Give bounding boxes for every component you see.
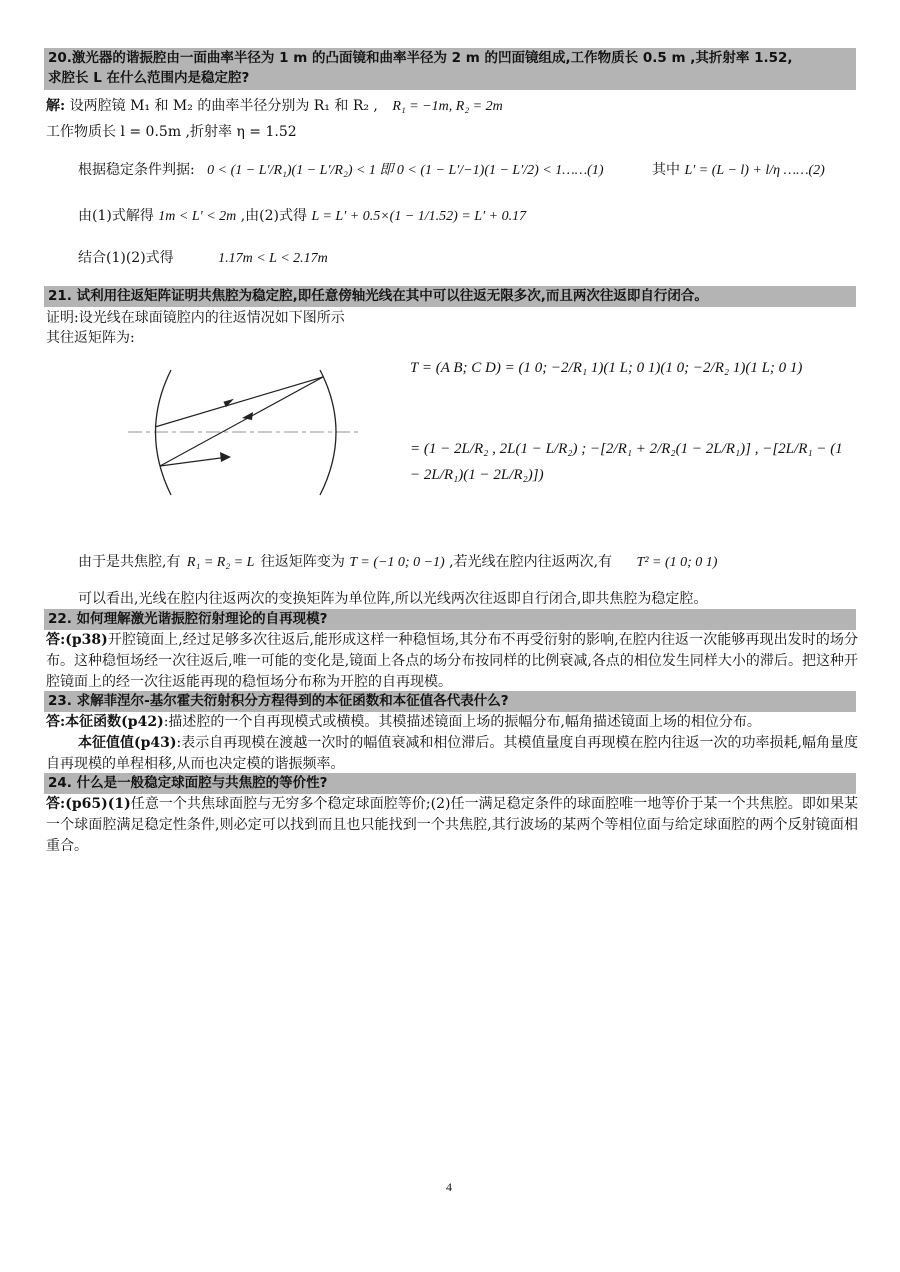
q21-confocal-line	[78, 552, 717, 573]
eigenfunction-text: :描述腔的一个自再现模式或横模。其模描述镜面上场的振幅分布,幅角描述镜面上场的相位分布。	[163, 714, 761, 730]
radii-values: R₁ = −1m, R₂ = 2m	[392, 99, 503, 114]
q20-result1-line	[78, 206, 526, 227]
page-reference: (p65)(1)	[65, 796, 131, 812]
round-trip-matrix-equation: T = (A B; C D) = (1 0; −2/R₁ 1)(1 L; 0 1)(1 0; −2/R₂ 1)(1 L; 0 1)	[410, 360, 803, 376]
ray-3	[160, 457, 228, 466]
eigenvalue-label: 本征值值(p43)	[78, 735, 177, 751]
answer-label: 答:	[46, 632, 66, 648]
page-reference: (p38)	[65, 632, 108, 648]
solution-label: 解:	[46, 98, 66, 114]
confocal-T-matrix: T = (−1 0; 0 −1)	[349, 555, 445, 570]
eigenvalue-text: :表示自再现模在渡越一次时的幅值衰减和相位滞后。其模值量度自再现模在腔内往返一次的功率损耗,幅角量度自再现模的单程相移,从而也决定模的谐振频率。	[46, 735, 858, 772]
q24-answer	[46, 794, 858, 857]
where-label: 其中	[652, 162, 680, 178]
where-formula: L′ = (L − l) + l/η ……(2)	[684, 163, 825, 178]
ray-1	[155, 377, 323, 427]
q20-result2-line	[78, 248, 328, 269]
arrow-icon-2	[242, 412, 253, 420]
question-23-header: 23. 求解菲涅尔-基尔霍夫衍射积分方程得到的本征函数和本征值各代表什么?	[44, 691, 856, 712]
question-22-header: 22. 如何理解激光谐振腔衍射理论的自再现模?	[44, 609, 856, 630]
question-20-header-line1: 20.激光器的谐振腔由一面曲率半径为 1 m 的凸面镜和曲率半径为 2 m 的凹面镜组成,工作物质长 0.5 m ,其折射率 1.52,	[48, 50, 793, 66]
ray-2	[160, 377, 323, 466]
arrow-icon-3	[220, 452, 231, 462]
result1-text-a: 由(1)式解得	[78, 208, 154, 224]
q20-where-line	[652, 160, 825, 181]
confocal-text-c: ,若光线在腔内往返两次,有	[449, 554, 613, 570]
criterion-label: 根据稳定条件判据:	[78, 162, 195, 178]
q23-answer	[46, 712, 858, 775]
q20-criterion-line	[78, 160, 604, 181]
result1-text-b: ,由(2)式得	[240, 208, 307, 224]
criterion-formula: 0 < (1 − L′/R₁)(1 − L′/R₂) < 1 即 0 < (1 − L′/−1)(1 − L′/2) < 1……(1)	[207, 163, 604, 178]
answer-text: 开腔镜面上,经过足够多次往返后,能形成这样一种稳恒场,其分布不再受衍射的影响,在腔内往返一次能够再现出发时的场分布。这种稳恒场经一次往返后,唯一可能的变化是,镜面上各点的场分布按同样的比例衰减,各点的相位发生同样大小的滞后。把这种开腔镜面上的经一次往返能再现的稳恒场分布称为开腔的自再现模。	[46, 632, 858, 690]
answer-label: 答:	[46, 714, 66, 730]
solution-text: 设两腔镜 M₁ 和 M₂ 的曲率半径分别为 R₁ 和 R₂ ,	[69, 98, 378, 114]
answer-text: 任意一个共焦球面腔与无穷多个稳定球面腔等价;(2)任一满足稳定条件的球面腔唯一地等价于某一个共焦腔。即如果某一个球面腔满足稳定性条件,则必定可以找到而且也只能找到一个共焦腔,其行波场的某两个等相位面与给定球面腔的两个反射镜面相重合。	[46, 796, 859, 854]
q22-answer	[46, 630, 858, 693]
answer-label: 答:	[46, 796, 66, 812]
confocal-math-a: R₁ = R₂ = L	[186, 555, 255, 570]
identity-matrix: T² = (1 0; 0 1)	[636, 555, 718, 570]
question-24-header: 24. 什么是一般稳定球面腔与共焦腔的等价性?	[44, 773, 856, 794]
resonator-ray-diagram	[120, 340, 380, 530]
result2-text: 结合(1)(2)式得	[78, 250, 174, 266]
result1-math-b: L = L′ + 0.5×(1 − 1/1.52) = L′ + 0.17	[311, 209, 527, 224]
question-20-header	[44, 48, 856, 90]
q21-conclusion: 可以看出,光线在腔内往返两次的变换矩阵为单位阵,所以光线两次往返即自行闭合,即共焦腔为稳定腔。	[78, 591, 708, 607]
q20-solution-line2: 工作物质长 l = 0.5m ,折射率 η = 1.52	[46, 124, 297, 140]
result2-math: 1.17m < L < 2.17m	[218, 251, 328, 266]
result1-math-a: 1m < L′ < 2m	[158, 209, 237, 224]
question-20-header-line2: 求腔长 L 在什么范围内是稳定腔?	[48, 70, 250, 86]
page-number: 4	[446, 1180, 452, 1194]
round-trip-matrix-result: = (1 − 2L/R₂ , 2L(1 − L/R₂) ; −[2/R₁ + 2/R₂(1 − 2L/R₁)] , −[2L/R₁ − (1 − 2L/R₁)(1 − 2L/R₂)])	[410, 441, 843, 483]
q21-proof-line2: 其往返矩阵为:	[46, 330, 135, 346]
q20-solution-line1	[46, 96, 503, 117]
confocal-text-a: 由于是共焦腔,有	[78, 554, 181, 570]
eigenfunction-label: 本征函数(p42)	[65, 714, 164, 730]
confocal-text-b: 往返矩阵变为	[260, 554, 345, 570]
question-21-header: 21. 试利用往返矩阵证明共焦腔为稳定腔,即任意傍轴光线在其中可以往返无限多次,而且两次往返即自行闭合。	[44, 286, 856, 307]
q21-proof-line1: 证明:设光线在球面镜腔内的往返情况如下图所示	[46, 310, 345, 326]
